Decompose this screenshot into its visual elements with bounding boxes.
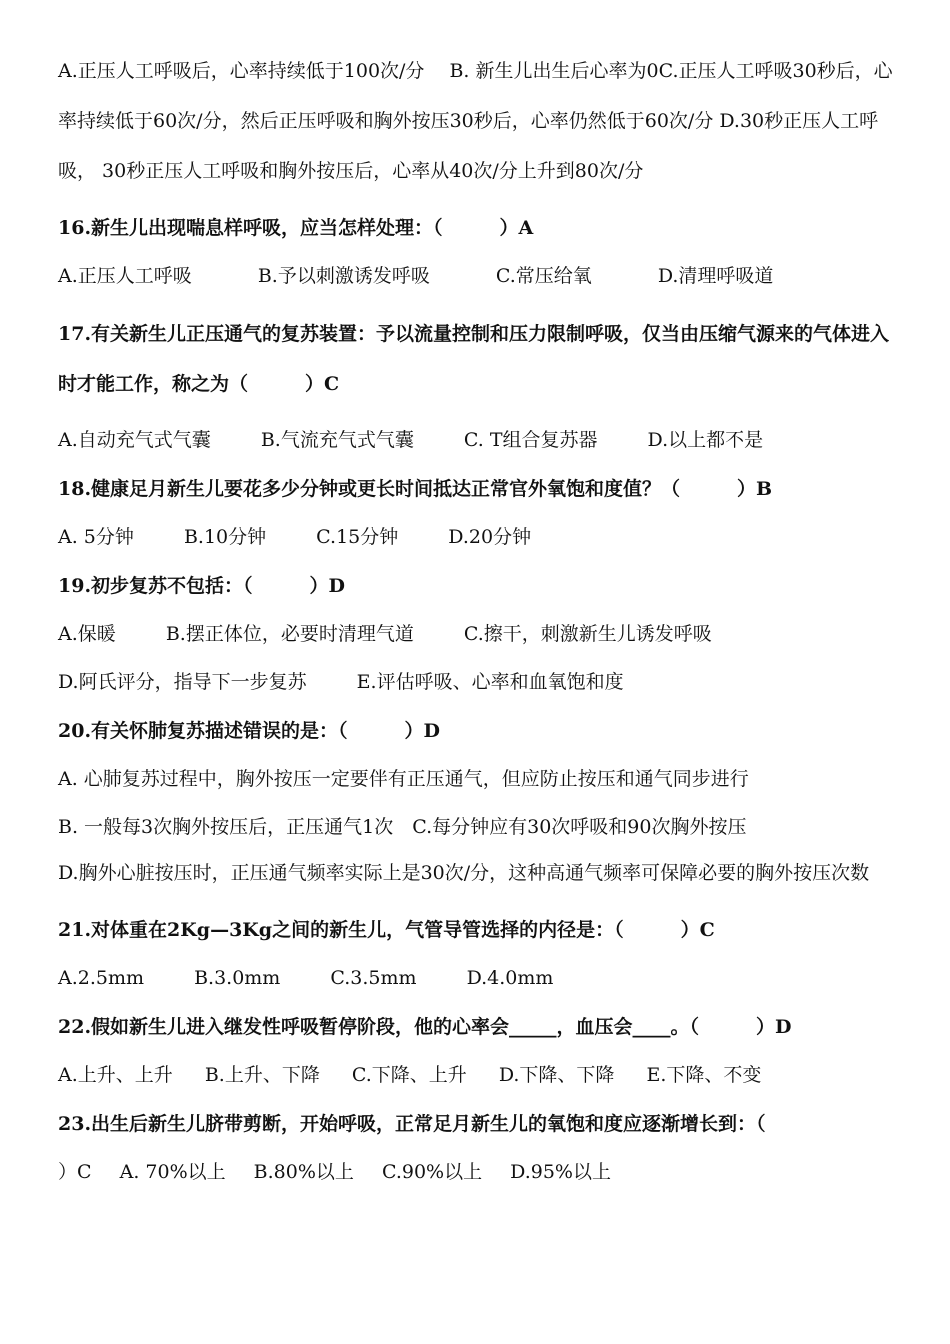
question-15-options: A.正压人工呼吸后，心率持续低于100次/分 B. 新生儿出生后心率为0C.正压人工呼吸30秒后，心率持续低于60次/分，然后正压呼吸和胸外按压30秒后，心率仍然低于60次/分 D.30秒正压人工呼吸， 30秒正压人工呼吸和胸外按压后，心率从40次/分上升到80次/分 <box>58 60 893 182</box>
option-e: E.下降、不变 <box>646 1064 762 1086</box>
question-18: 18.健康足月新生儿要花多少分钟或更长时间抵达正常官外氧饱和度值？（ ）B <box>58 478 773 500</box>
question-18-options <box>58 521 906 554</box>
question-23: 23.出生后新生儿脐带剪断，开始呼吸，正常足月新生儿的氧饱和度应逐渐增长到：（ <box>58 1113 766 1135</box>
option-d: D.下降、下降 <box>498 1064 615 1086</box>
option-d: D.20分钟 <box>448 526 532 548</box>
option-d: D.4.0mm <box>466 967 554 989</box>
question-16-options <box>58 260 906 293</box>
question-23-options <box>58 1156 906 1189</box>
question-19-options-row2 <box>58 666 906 699</box>
option-c: C.15分钟 <box>316 526 399 548</box>
option-a: A. 5分钟 <box>58 526 134 548</box>
question-21: 21.对体重在2Kg—3Kg之间的新生儿，气管导管选择的内径是：（ ）C <box>58 919 715 941</box>
answer-close: ）C <box>58 1161 92 1183</box>
question-20-option-a: A. 心肺复苏过程中，胸外按压一定要伴有正压通气，但应防止按压和通气同步进行 <box>58 768 749 790</box>
question-20-option-bc: B. 一般每3次胸外按压后，正压通气1次 C.每分钟应有30次呼吸和90次胸外按压 <box>58 816 747 838</box>
option-a: A.保暖 <box>58 623 116 645</box>
question-20: 20.有关怀肺复苏描述错误的是：（ ）D <box>58 720 441 742</box>
question-21-options <box>58 962 906 995</box>
option-e: E.评估呼吸、心率和血氧饱和度 <box>356 671 624 693</box>
option-d: D.阿氏评分，指导下一步复苏 <box>58 671 307 693</box>
question-22-options <box>58 1059 906 1092</box>
option-b: B.气流充气式气囊 <box>260 429 414 451</box>
option-c: C.90%以上 <box>381 1161 483 1183</box>
option-a: A.自动充气式气囊 <box>58 429 211 451</box>
option-a: A.上升、上升 <box>58 1064 173 1086</box>
option-c: C.3.5mm <box>330 967 417 989</box>
option-d: D.以上都不是 <box>647 429 764 451</box>
option-b: B.3.0mm <box>194 967 281 989</box>
question-19-options-row1 <box>58 618 906 651</box>
question-17-options <box>58 424 906 457</box>
question-20-option-d: D.胸外心脏按压时，正压通气频率实际上是30次/分，这种高通气频率可保障必要的胸外按压次数 <box>58 862 870 884</box>
option-a: A.2.5mm <box>58 967 145 989</box>
option-a: A.正压人工呼吸 <box>58 265 192 287</box>
option-b: B.80%以上 <box>253 1161 354 1183</box>
question-19: 19.初步复苏不包括：（ ）D <box>58 575 346 597</box>
question-16: 16.新生儿出现喘息样呼吸，应当怎样处理：（ ）A <box>58 217 534 239</box>
option-d: D.95%以上 <box>510 1161 611 1183</box>
question-22: 22.假如新生儿进入继发性呼吸暂停阶段，他的心率会_____，血压会____。（ ）D <box>58 1016 792 1038</box>
option-c: C.常压给氧 <box>495 265 592 287</box>
option-c: C.擦干，刺激新生儿诱发呼吸 <box>463 623 712 645</box>
option-b: B.上升、下降 <box>204 1064 320 1086</box>
option-a: A. 70%以上 <box>119 1161 226 1183</box>
option-b: B.摆正体位，必要时清理气道 <box>165 623 414 645</box>
option-d: D.清理呼吸道 <box>657 265 774 287</box>
question-17: 17.有关新生儿正压通气的复苏装置：予以流量控制和压力限制呼吸，仅当由压缩气源来的气体进入时才能工作，称之为（ ）C <box>58 323 890 395</box>
option-b: B.予以刺激诱发呼吸 <box>257 265 430 287</box>
option-c: C. T组合复苏器 <box>463 429 598 451</box>
option-c: C.下降、上升 <box>351 1064 467 1086</box>
option-b: B.10分钟 <box>183 526 267 548</box>
